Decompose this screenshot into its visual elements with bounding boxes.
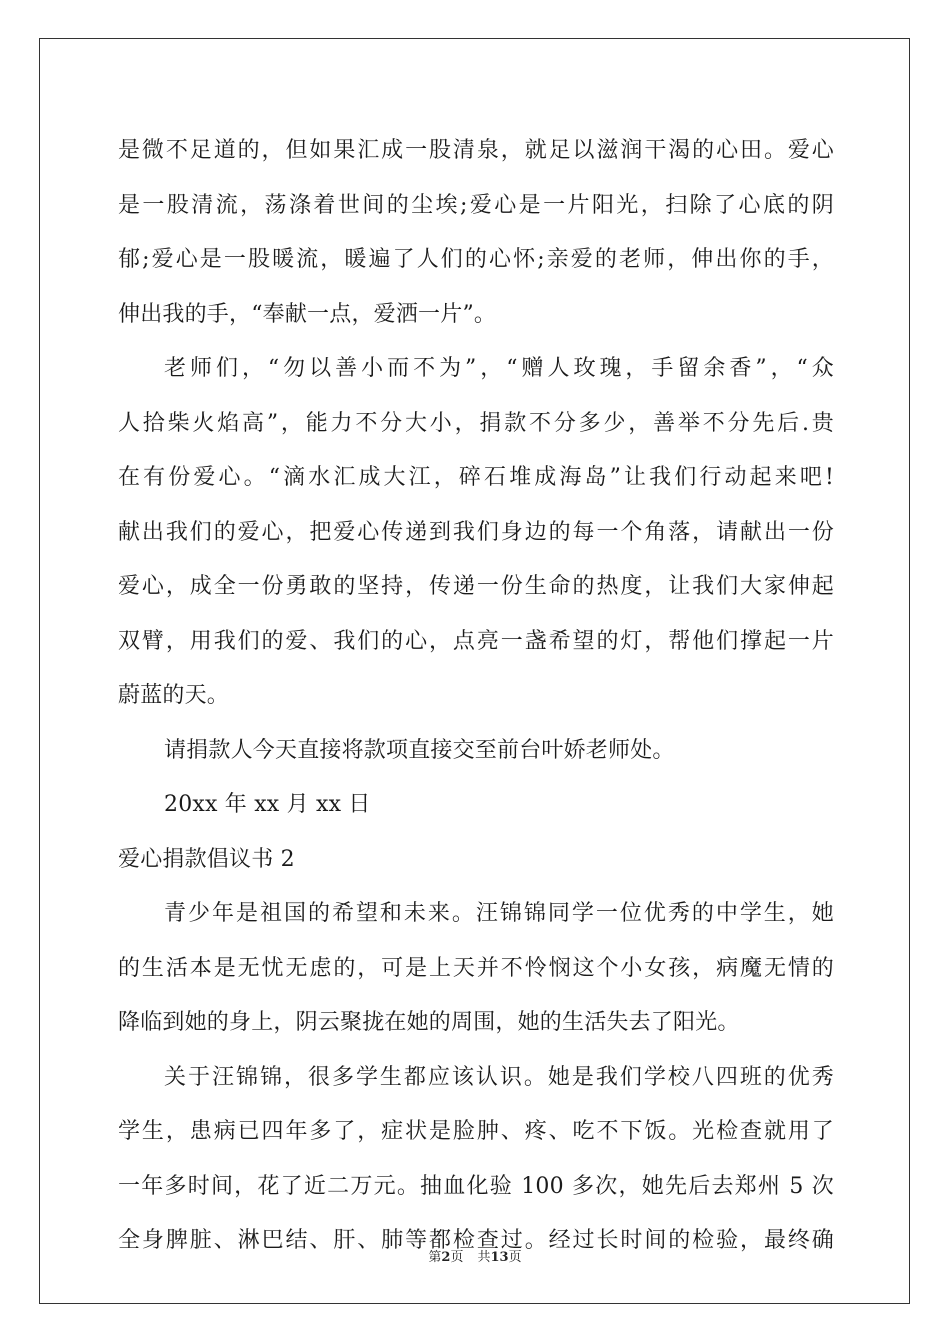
paragraph-line: 人拾柴火焰高”，能力不分大小，捐款不分多少，善举不分先后.贵 xyxy=(118,410,834,436)
paragraph-line: 献出我们的爱心，把爱心传递到我们身边的每一个角落，请献出一份 xyxy=(118,519,834,545)
paragraph-line: 降临到她的身上，阴云聚拢在她的周围，她的生活失去了阳光。 xyxy=(118,1010,740,1035)
page-suffix: 页 xyxy=(450,1250,464,1265)
total-suffix: 页 xyxy=(508,1250,522,1265)
paragraph-line: 全身脾脏、淋巴结、肝、肺等都检查过。经过长时间的检验，最终确 xyxy=(118,1228,834,1253)
section-title: 爱心捐款倡议书 2 xyxy=(118,846,295,872)
paragraph-line: 是微不足道的，但如果汇成一股清泉，就足以滋润干渴的心田。爱心 xyxy=(118,138,834,163)
paragraph-line: 在有份爱心。“滴水汇成大江，碎石堆成海岛”让我们行动起来吧! xyxy=(118,465,834,490)
page-footer xyxy=(0,1246,950,1265)
page-current: 2 xyxy=(441,1250,451,1265)
page-total: 13 xyxy=(490,1250,509,1265)
paragraph-line: 关于汪锦锦，很多学生都应该认识。她是我们学校八四班的优秀 xyxy=(164,1064,834,1090)
total-prefix: 共 xyxy=(477,1250,491,1265)
paragraph-line: 伸出我的手，“奉献一点，爱洒一片”。 xyxy=(118,301,497,327)
paragraph-line: 是一股清流，荡涤着世间的尘埃;爱心是一片阳光，扫除了心底的阴 xyxy=(118,192,834,218)
paragraph-line: 青少年是祖国的希望和未来。汪锦锦同学一位优秀的中学生，她 xyxy=(164,901,834,926)
paragraph-line: 请捐款人今天直接将款项直接交至前台叶娇老师处。 xyxy=(164,737,675,763)
document-body xyxy=(118,124,834,1269)
paragraph-line: 蔚蓝的天。 xyxy=(118,683,230,708)
paragraph-line: 的生活本是无忧无虑的，可是上天并不怜悯这个小女孩，病魔无情的 xyxy=(118,955,834,981)
paragraph-line: 双臂，用我们的爱、我们的心，点亮一盏希望的灯，帮他们撑起一片 xyxy=(118,628,834,654)
paragraph-line: 老师们，“勿以善小而不为”，“赠人玫瑰，手留余香”，“众 xyxy=(164,356,834,381)
page-prefix: 第 xyxy=(428,1250,442,1265)
date-line: 20xx 年 xx 月 xx 日 xyxy=(164,792,371,817)
paragraph-line: 郁;爱心是一股暖流，暖遍了人们的心怀;亲爱的老师，伸出你的手， xyxy=(118,247,834,272)
paragraph-line: 爱心，成全一份勇敢的坚持，传递一份生命的热度，让我们大家伸起 xyxy=(118,574,834,599)
paragraph-line: 学生，患病已四年多了，症状是脸肿、疼、吃不下饭。光检查就用了 xyxy=(118,1119,834,1144)
paragraph-line: 一年多时间，花了近二万元。抽血化验 100 多次，她先后去郑州 5 次 xyxy=(118,1173,834,1199)
